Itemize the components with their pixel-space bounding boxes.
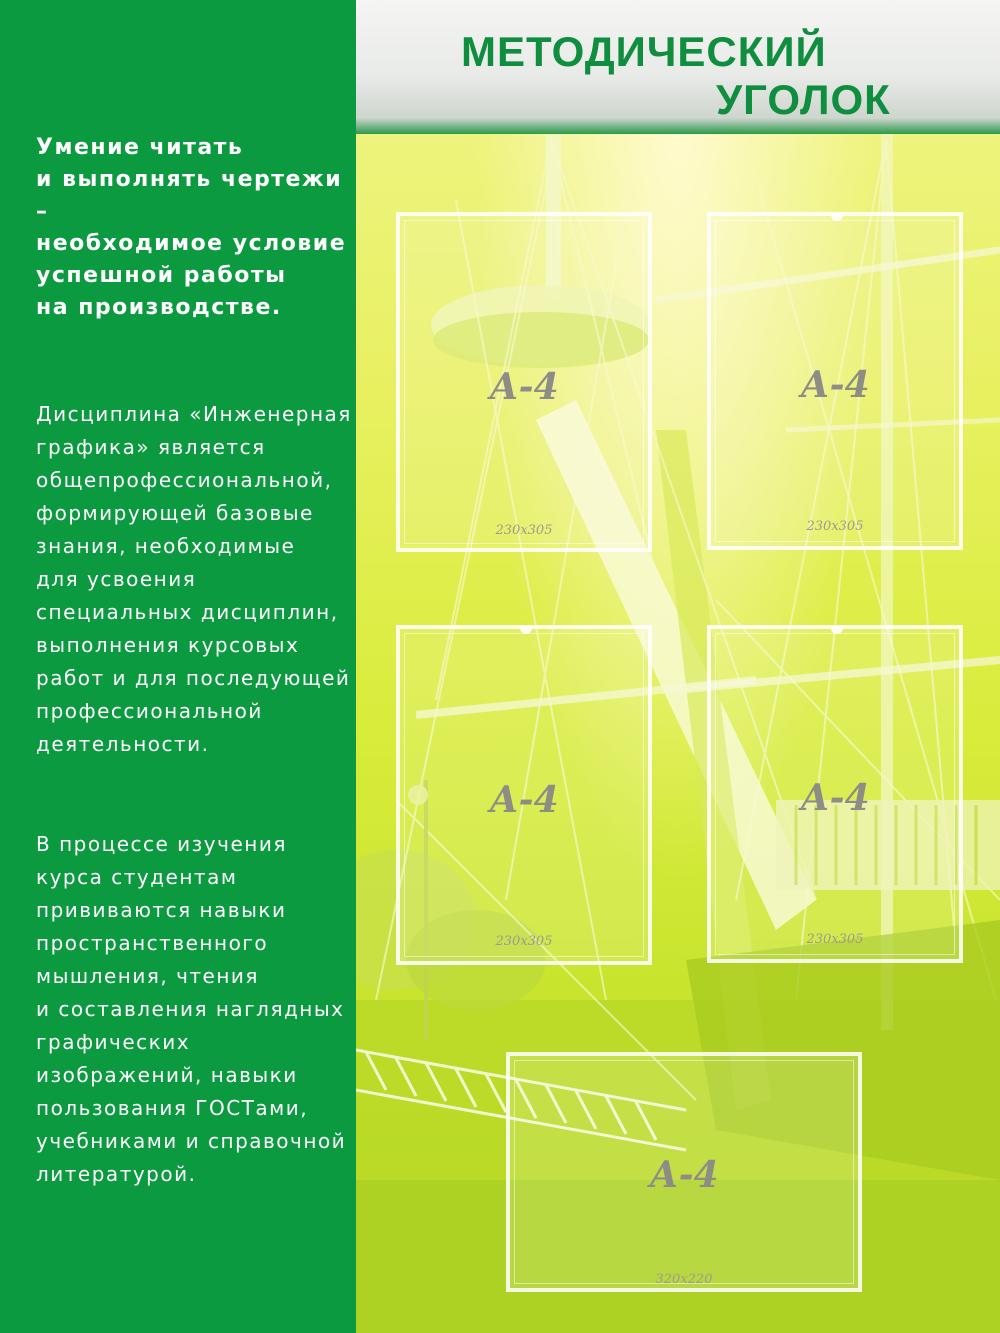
pocket-size-label: 320х220 — [655, 1272, 713, 1287]
intro-text: Умение читать и выполнять чертежи – необходимое условие успешной работы на производстве. — [36, 135, 347, 320]
pocket-size-label: 230х305 — [495, 934, 553, 949]
landscape-pocket — [506, 1052, 862, 1292]
course-skills-text: В процессе изучения курса студентам прививаются навыки пространственного мышления, чтения и составления наглядных графических изображений, навыки пользования ГОСТами, учебниками и справочной литературой. — [36, 832, 347, 1186]
poster-background — [356, 0, 1000, 1333]
a4-pocket-2 — [707, 212, 963, 550]
pocket-format-label: А-4 — [489, 366, 559, 408]
pocket-format-label: А-4 — [800, 364, 870, 406]
poster-title-line2: УГОЛОК — [716, 76, 891, 123]
a4-pocket-3 — [396, 625, 652, 965]
left-text-panel — [0, 0, 356, 1333]
poster-title-line1: МЕТОДИЧЕСКИЙ — [461, 28, 827, 75]
pocket-format-label: А-4 — [649, 1154, 719, 1196]
pocket-format-label: А-4 — [800, 777, 870, 819]
pocket-size-label: 230х305 — [495, 523, 553, 538]
a4-pocket-4 — [707, 625, 963, 963]
header-band — [356, 0, 1000, 134]
pocket-format-label: А-4 — [489, 779, 559, 821]
pocket-size-label: 230х305 — [806, 932, 864, 947]
discipline-description: Дисциплина «Инженерная графика» является общепрофессиональной, формирующей базовые знания, необходимые для усвоения специальных дисциплин, выполнения курсовых работ и для последующей профессиональной деятельности. — [36, 402, 352, 756]
a4-pocket-1 — [396, 212, 652, 552]
pocket-size-label: 230х305 — [806, 519, 864, 534]
